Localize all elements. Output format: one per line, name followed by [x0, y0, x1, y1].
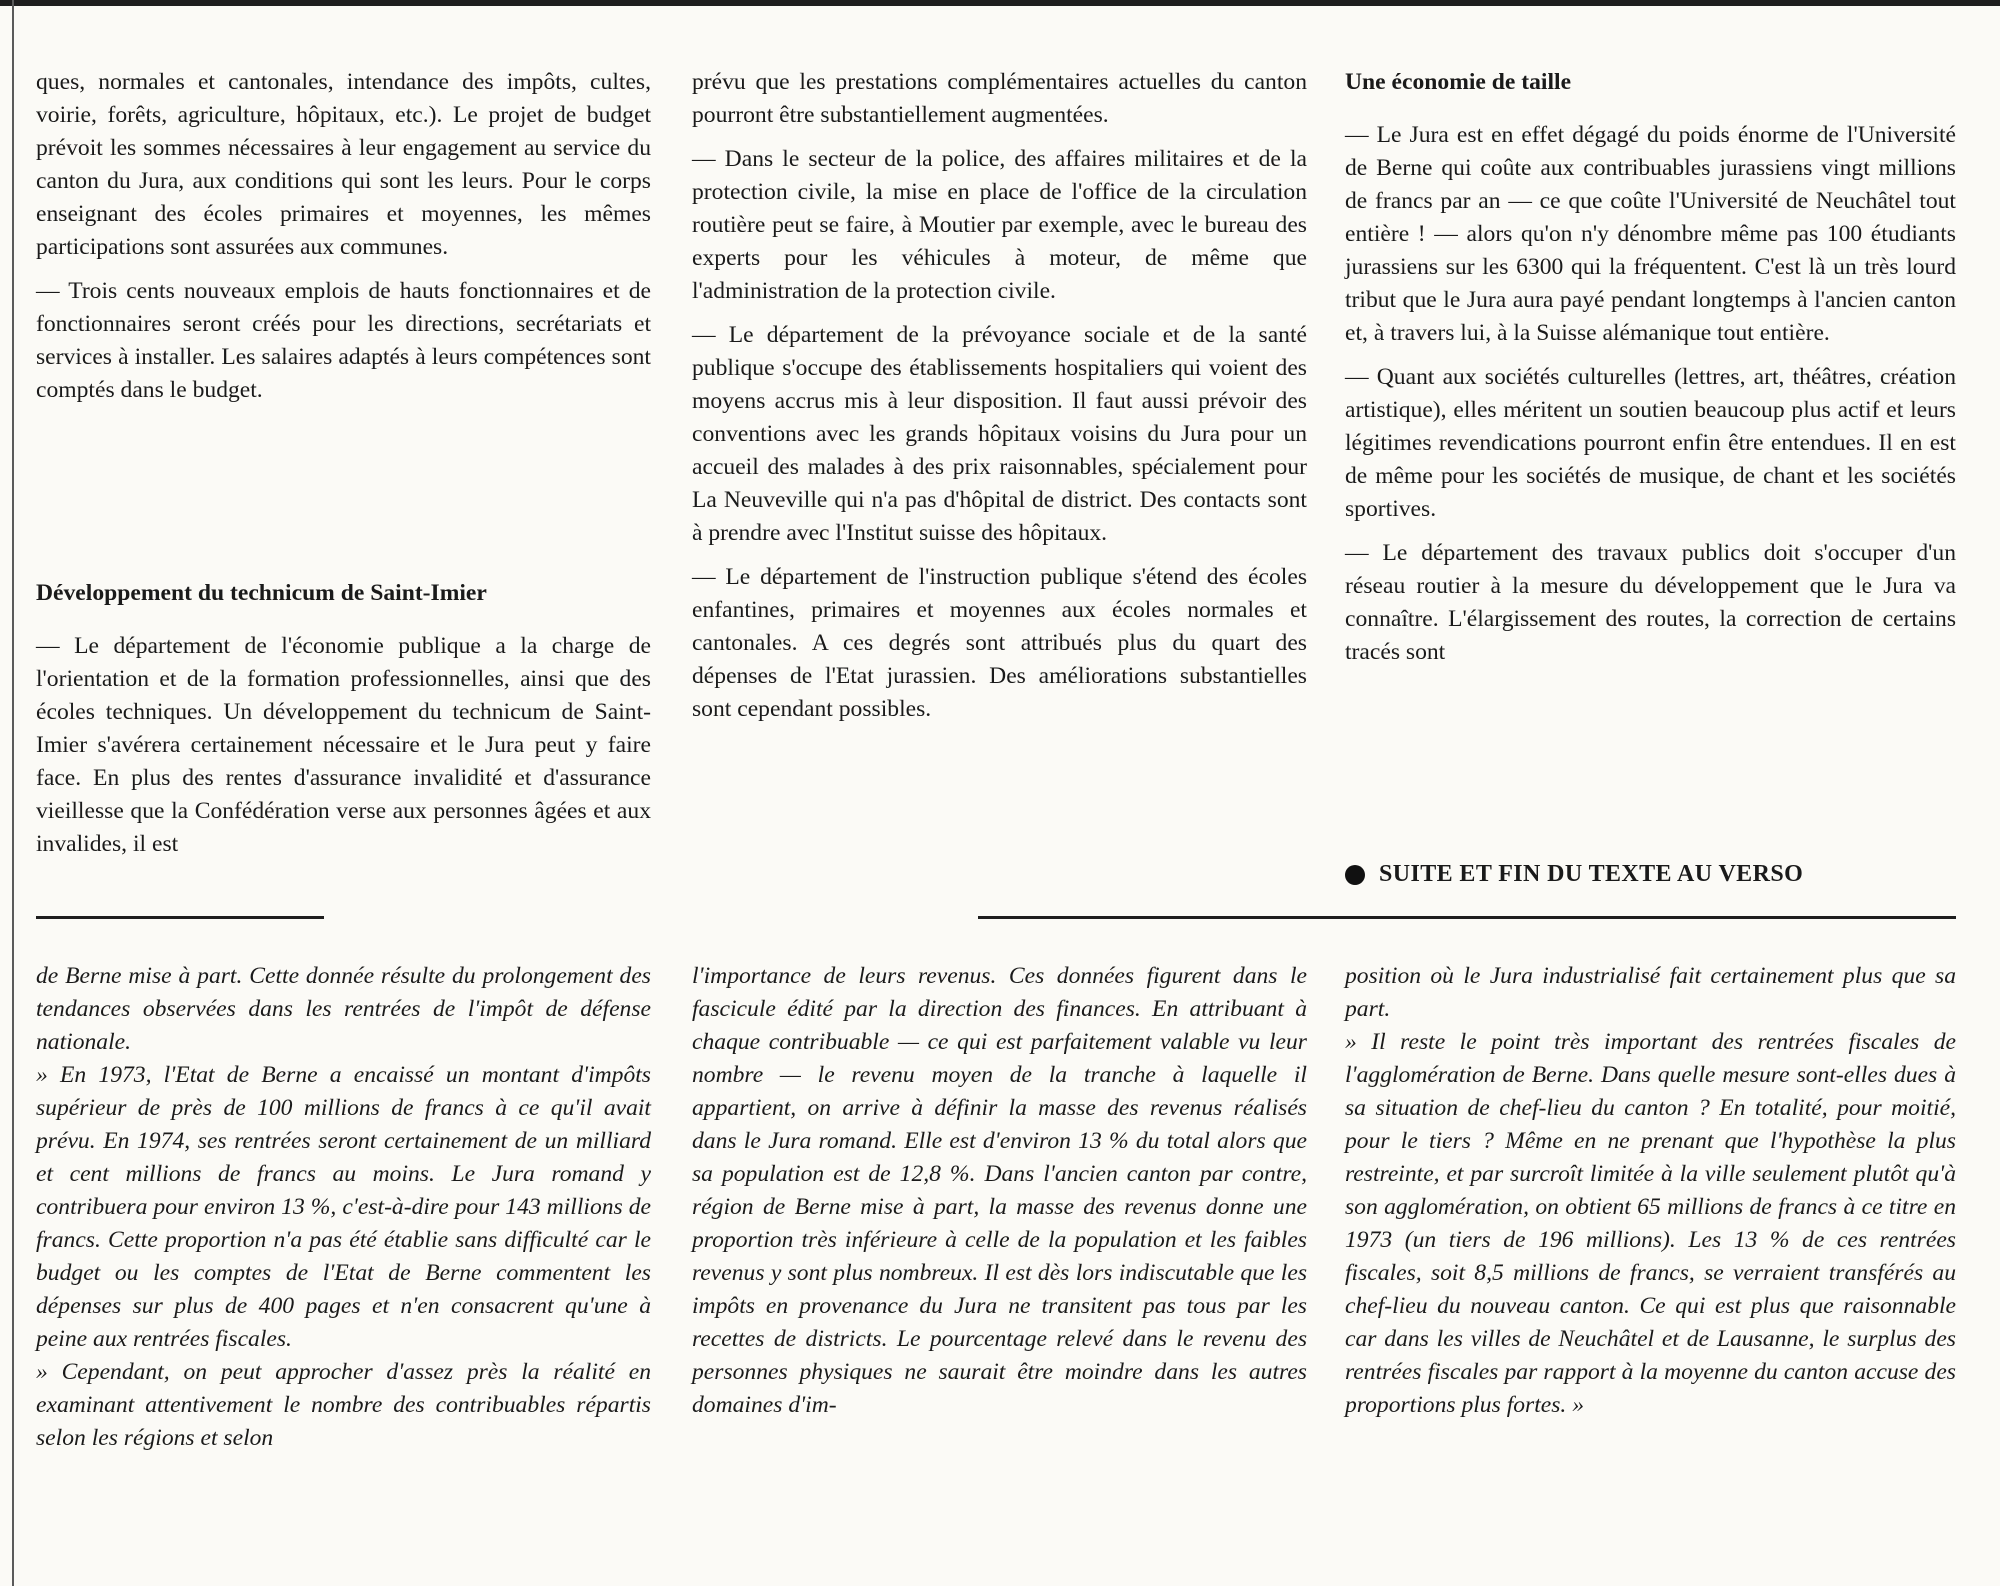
paragraph: — Le Jura est en effet dégagé du poids énorme de l'Université de Berne qui coûte aux contribuables jurassiens vingt millions de francs par an — ce que coûte l'Université de Neuchâtel tout entière ! — alors qu'on n'y dénombre même pas 100 étudiants jurassiens sur les 6300 qui la fréquentent. C'est là un très lourd tribut que le Jura aura payé pendant longtemps à l'ancien canton et, à travers lui, à la Suisse alémanique tout entière.	[1345, 122, 1956, 346]
paragraph: » Cependant, on peut approcher d'assez près la réalité en examinant attentivement le nombre des contribuables répartis selon les régions et selon	[36, 1359, 651, 1451]
paragraph: — Le département des travaux publics doit s'occuper d'un réseau routier à la mesure du développement que le Jura va connaître. L'élargissement des routes, la correction de certains tracés sont	[1345, 540, 1956, 665]
upper-column-1-section	[36, 577, 651, 861]
lower-column-2	[692, 960, 1307, 1422]
upper-column-1	[36, 66, 651, 407]
continued-label: SUITE ET FIN DU TEXTE AU VERSO	[1379, 861, 1804, 887]
continued-notice	[1345, 858, 1956, 891]
separator-rule-left	[36, 916, 324, 919]
upper-column-2	[692, 66, 1307, 726]
paragraph: prévu que les prestations complémentaires actuelles du canton pourront être substantiellement augmentées.	[692, 69, 1307, 128]
paragraph: — Le département de l'économie publique a la charge de l'orientation et de la formation professionnelles, ainsi que des écoles techniques. Un développement du technicum de Saint-Imier s'avérera certainement nécessaire et le Jura peut y faire face. En plus des rentes d'assurance invalidité et d'assurance vieillesse que la Confédération verse aux personnes âgées et aux invalides, il est	[36, 633, 651, 857]
page-left-edge	[12, 0, 14, 1586]
paragraph: position où le Jura industrialisé fait certainement plus que sa part.	[1345, 963, 1956, 1022]
separator-rule-right	[978, 916, 1956, 919]
paragraph: — Quant aux sociétés culturelles (lettres, art, théâtres, création artistique), elles méritent un soutien beaucoup plus actif et leurs légitimes revendications pourront enfin être entendues. Il en est de même pour les sociétés de musique, de chant et les sociétés sportives.	[1345, 364, 1956, 522]
paragraph: — Le département de la prévoyance sociale et de la santé publique s'occupe des établissements hospitaliers qui voient des moyens accrus mis à leur disposition. Il faut aussi prévoir des conventions avec les grands hôpitaux voisins du Jura pour un accueil des malades à des prix raisonnables, spécialement pour La Neuveville qui n'a pas d'hôpital de district. Des contacts sont à prendre avec l'Institut suisse des hôpitaux.	[692, 322, 1307, 546]
paragraph: — Le département de l'instruction publique s'étend des écoles enfantines, primaires et moyennes aux écoles normales et cantonales. A ces degrés sont attribués plus du quart des dépenses de l'Etat jurassien. Des améliorations substantielles sont cependant possibles.	[692, 564, 1307, 722]
paragraph: de Berne mise à part. Cette donnée résulte du prolongement des tendances observées dans les rentrées de l'impôt de défense nationale.	[36, 963, 651, 1055]
paragraph: » Il reste le point très important des rentrées fiscales de l'agglomération de Berne. Dans quelle mesure sont-elles dues à sa situation de chef-lieu du canton ? En totalité, pour moitié, pour le tiers ? Même en ne prenant que l'hypothèse la plus restreinte, et par surcroît limitée à la ville seulement plutôt qu'à son agglomération, on obtient 65 millions de francs à ce titre en 1973 (un tiers de 196 millions). Les 13 % de ces rentrées fiscales, soit 8,5 millions de francs, se verraient transférés au chef-lieu du nouveau canton. Ce qui est plus que raisonnable car dans les villes de Neuchâtel et de Lausanne, le surplus des rentrées fiscales par rapport à la moyenne du canton accuse des proportions plus fortes. »	[1345, 1029, 1956, 1418]
lower-column-3	[1345, 960, 1956, 1422]
paragraph: — Trois cents nouveaux emplois de hauts fonctionnaires et de fonctionnaires seront créés pour les directions, secrétariats et services à installer. Les salaires adaptés à leurs compétences sont comptés dans le budget.	[36, 278, 651, 403]
paragraph: ques, normales et cantonales, intendance des impôts, cultes, voirie, forêts, agriculture, hôpitaux, etc.). Le projet de budget prévoit les sommes nécessaires à leur engagement au service du canton du Jura, aux conditions qui sont les leurs. Pour le corps enseignant des écoles primaires et moyennes, les mêmes participations sont assurées aux communes.	[36, 69, 651, 260]
bullet-dot-icon	[1345, 865, 1365, 885]
page-top-edge	[0, 0, 2000, 6]
paragraph: l'importance de leurs revenus. Ces données figurent dans le fascicule édité par la direction des finances. En attribuant à chaque contribuable — ce qui est parfaitement valable vu leur nombre — le revenu moyen de la tranche à laquelle il appartient, on arrive à définir la masse des revenus réalisés dans le Jura romand. Elle est d'environ 13 % du total alors que sa population est de 12,8 %. Dans l'ancien canton par contre, région de Berne mise à part, la masse des revenus donne une proportion très inférieure à celle de la population et les faibles revenus y sont plus nombreux. Il est dès lors indiscutable que les impôts en provenance du Jura ne transitent pas tous par les recettes de districts. Le pourcentage relevé dans le revenu des personnes physiques ne saurait être moindre dans les autres domaines d'im-	[692, 963, 1307, 1418]
section-heading-economie: Une économie de taille	[1345, 69, 1572, 95]
lower-column-1	[36, 960, 651, 1455]
upper-column-3	[1345, 66, 1956, 669]
section-heading-technicum: Développement du technicum de Saint-Imier	[36, 580, 487, 606]
paragraph: » En 1973, l'Etat de Berne a encaissé un montant d'impôts supérieur de près de 100 millions de francs à ce qu'il avait prévu. En 1974, ses rentrées seront certainement de un milliard et cent millions de francs au moins. Le Jura romand y contribuera pour environ 13 %, c'est-à-dire pour 143 millions de francs. Cette proportion n'a pas été établie sans difficulté car le budget ou les comptes de l'Etat de Berne commentent les dépenses sur plus de 400 pages et n'en consacrent qu'une à peine aux rentrées fiscales.	[36, 1062, 651, 1352]
paragraph: — Dans le secteur de la police, des affaires militaires et de la protection civile, la mise en place de l'office de la circulation routière peut se faire, à Moutier par exemple, avec le bureau des experts pour les véhicules à moteur, de même que l'administration de la protection civile.	[692, 146, 1307, 304]
